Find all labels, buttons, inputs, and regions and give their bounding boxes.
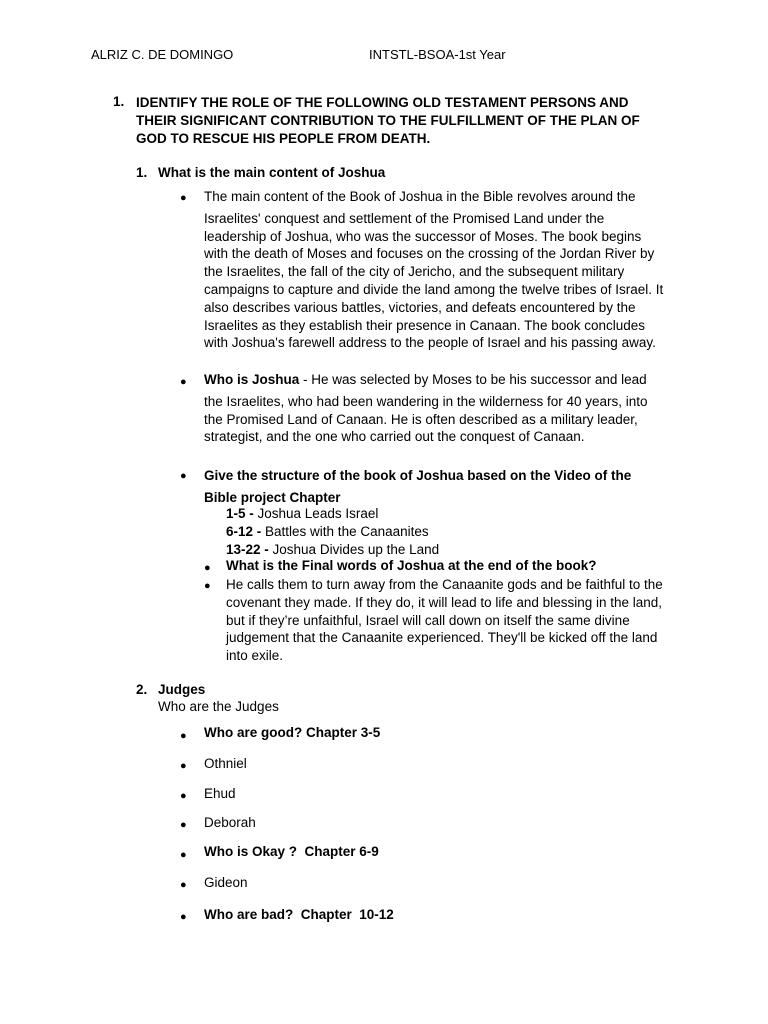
paragraph-line: covenant they made. If they do, it will lead to life and blessing in the land, <box>226 594 663 610</box>
bullet-icon: ● <box>180 911 187 923</box>
question-title-line: IDENTIFY THE ROLE OF THE FOLLOWING OLD TESTAMENT PERSONS AND <box>136 95 629 110</box>
structure-heading-line: Bible project Chapter <box>204 490 341 505</box>
judges-number: 2. <box>136 682 148 697</box>
bullet-icon: ● <box>180 192 187 204</box>
course-label: INTSTL-BSOA-1st Year <box>369 47 506 62</box>
structure-item <box>226 505 439 523</box>
paragraph-line: judgement that the Canaanite experienced. They'll be kicked off the land <box>226 630 658 646</box>
question-title <box>136 94 640 148</box>
structure-item <box>226 523 439 541</box>
bullet-icon: ● <box>204 562 211 574</box>
paragraph-line: campaigns to capture and divide the land among the twelve tribes of Israel. It <box>204 281 664 297</box>
judge-name: Gideon <box>204 875 248 890</box>
bullet-icon: ● <box>204 580 211 592</box>
judge-name: Deborah <box>204 815 256 830</box>
paragraph-line: The main content of the Book of Joshua in the Bible revolves around the <box>204 189 636 204</box>
structure-range: 13-22 - <box>226 541 269 557</box>
judges-subheading: Who are the Judges <box>158 699 279 714</box>
structure-text: Joshua Divides up the Land <box>268 541 440 557</box>
paragraph-line: Israelites' conquest and settlement of the Promised Land under the <box>204 210 605 226</box>
bullet-icon: ● <box>180 819 187 831</box>
paragraph-line: but if they’re unfaithful, Israel will call down on itself the same divine <box>226 612 630 628</box>
paragraph-line: with the death of Moses and focuses on the crossing of the Jordan River by <box>204 246 655 262</box>
bullet-icon: ● <box>180 849 187 861</box>
structure-range: 1-5 - <box>226 506 254 521</box>
paragraph-line: with Joshua's farewell address to the people of Israel and his passing away. <box>204 335 656 351</box>
joshua-heading: What is the main content of Joshua <box>158 165 386 180</box>
who-is-joshua-label: Who is Joshua <box>204 372 300 387</box>
bullet-icon: ● <box>180 376 187 388</box>
structure-text: Joshua Leads Israel <box>253 506 379 521</box>
question-title-line: THEIR SIGNIFICANT CONTRIBUTION TO THE FULFILLMENT OF THE PLAN OF <box>136 113 640 128</box>
who-is-joshua-text: - He was selected by Moses to be his successor and lead <box>299 372 647 387</box>
final-words-answer <box>226 576 677 665</box>
bullet-icon: ● <box>180 790 187 802</box>
structure-text: Battles with the Canaanites <box>261 523 429 539</box>
structure-range: 6-12 - <box>226 523 262 539</box>
bullet-icon: ● <box>180 760 187 772</box>
paragraph-line <box>204 371 677 389</box>
main-content-paragraph <box>204 188 677 352</box>
final-words-question: What is the Final words of Joshua at the end of the book? <box>226 558 597 573</box>
judge-name: Ehud <box>204 786 236 801</box>
paragraph-line: the Israelites, who had been wandering in the wilderness for 40 years, into <box>204 393 648 409</box>
student-name: ALRIZ C. DE DOMINGO <box>91 47 234 62</box>
structure-heading <box>204 465 631 509</box>
paragraph-line: leadership of Joshua, who was the successor of Moses. The book begins <box>204 228 642 244</box>
okay-judges-heading: Who is Okay ? Chapter 6-9 <box>204 844 379 859</box>
paragraph-line: into exile. <box>226 648 284 664</box>
paragraph-line: strategist, and the one who carried out the conquest of Canaan. <box>204 429 585 445</box>
paragraph-line: also describes various battles, victories, and defeats encountered by the <box>204 299 636 315</box>
judges-heading: Judges <box>158 682 206 697</box>
good-judges-heading: Who are good? Chapter 3-5 <box>204 725 381 740</box>
bad-judges-heading: Who are bad? Chapter 10-12 <box>204 907 394 922</box>
who-is-joshua-paragraph <box>204 371 677 446</box>
paragraph-line: the Israelites, the fall of the city of Jericho, and the subsequent military <box>204 264 625 280</box>
paragraph-line: the Promised Land of Canaan. He is often described as a military leader, <box>204 411 638 427</box>
structure-item <box>226 541 439 559</box>
bullet-icon: ● <box>180 470 187 482</box>
paragraph-line: He calls them to turn away from the Canaanite gods and be faithful to the <box>226 577 663 592</box>
question-number: 1. <box>113 94 125 109</box>
structure-heading-line: Give the structure of the book of Joshua based on the Video of the <box>204 468 632 483</box>
question-title-line: GOD TO RESCUE HIS PEOPLE FROM DEATH. <box>136 131 431 146</box>
judge-name: Othniel <box>204 756 247 771</box>
paragraph-line: Israelites as they establish their presence in Canaan. The book concludes <box>204 317 646 333</box>
bullet-icon: ● <box>180 730 187 742</box>
bullet-icon: ● <box>180 879 187 891</box>
joshua-number: 1. <box>136 165 148 180</box>
structure-list <box>226 505 439 558</box>
